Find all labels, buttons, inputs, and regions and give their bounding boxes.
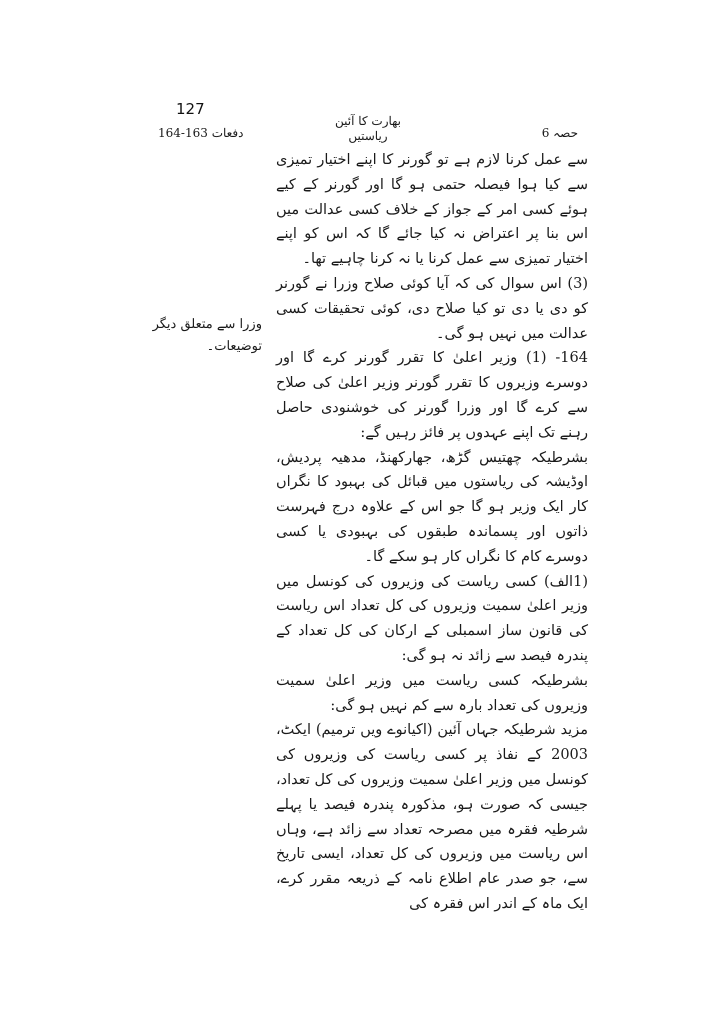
body-text	[276, 148, 588, 917]
paragraph: بشرطیکہ کسی ریاست میں وزیر اعلیٰ سمیت وزیروں کی تعداد بارہ سے کم نہیں ہو گی:	[276, 672, 588, 714]
document-title: بھارت کا آئین	[334, 114, 402, 128]
paragraph: (1الف) کسی ریاست کی وزیروں کی کونسل میں وزیر اعلیٰ سمیت وزیروں کی کل تعداد اس ریاست کی قانون ساز اسمبلی کے ارکان کی کل تعداد کے پندرہ فیصد سے زائد نہ ہو گی:	[276, 573, 588, 664]
articles-label: دفعات 163-164	[158, 126, 244, 140]
section-title: ریاستیں	[348, 129, 388, 143]
paragraph: بشرطیکہ چھتیس گڑھ، جھارکھنڈ، مدھیہ پردیش، اوڈیشہ کی ریاستوں میں قبائل کی بہبود کا نگراں کار ایک وزیر ہو گا جو اس کے علاوہ درج فہرست ذاتوں اور پسماندہ طبقوں کی بہبودی یا کسی دوسرے کام کا نگراں کار ہو سکے گا۔	[276, 449, 588, 565]
marginal-note: وزرا سے متعلق دیگر توضیعات۔	[152, 317, 262, 354]
running-header	[158, 114, 578, 146]
header-title-block	[318, 114, 418, 144]
paragraph: سے عمل کرنا لازم ہے تو گورنر کا اپنے اختیار تمیزی سے کیا ہوا فیصلہ حتمی ہو گا اور گورنر کے کیے ہوئے کسی امر کے جواز کے خلاف کسی عدالت میں اس بنا پر اعتراض نہ کیا جائے گا کہ اس کو اپنے اختیار تمیزی سے عمل کرنا یا نہ کرنا چاہیے تھا۔	[276, 152, 588, 268]
paragraph: 164- (1) وزیر اعلیٰ کا تقرر گورنر کرے گا اور دوسرے وزیروں کا تقرر گورنر وزیر اعلیٰ کی صلاح سے کرے گا اور وزرا گورنر کی خوشنودی حاصل رہنے تک اپنے عہدوں پر فائز رہیں گے:	[276, 350, 588, 441]
part-label: حصہ 6	[541, 126, 578, 140]
paragraph: (3) اس سوال کی کہ آیا کوئی صلاح وزرا نے گورنر کو دی یا دی تو کیا صلاح دی، کوئی تحقیقات کسی عدالت میں نہیں ہو گی۔	[276, 275, 588, 342]
page-number: 127	[176, 100, 205, 118]
paragraph: مزید شرطیکہ جہاں آئین (اکیانوے ویں ترمیم) ایکٹ، 2003 کے نفاذ پر کسی ریاست کی وزیروں کی کونسل میں وزیر اعلیٰ سمیت وزیروں کی کل تعداد، جیسی کہ صورت ہو، مذکورہ پندرہ فیصد یا پہلے شرطیہ فقرہ میں مصرحہ تعداد سے زائد ہے، وہاں اس ریاست میں وزیروں کی کل تعداد، ایسی تاریخ سے، جو صدر عام اطلاع نامہ کے ذریعہ مقرر کرے، ایک ماہ کے اندر اس فقرہ کی	[276, 722, 588, 912]
